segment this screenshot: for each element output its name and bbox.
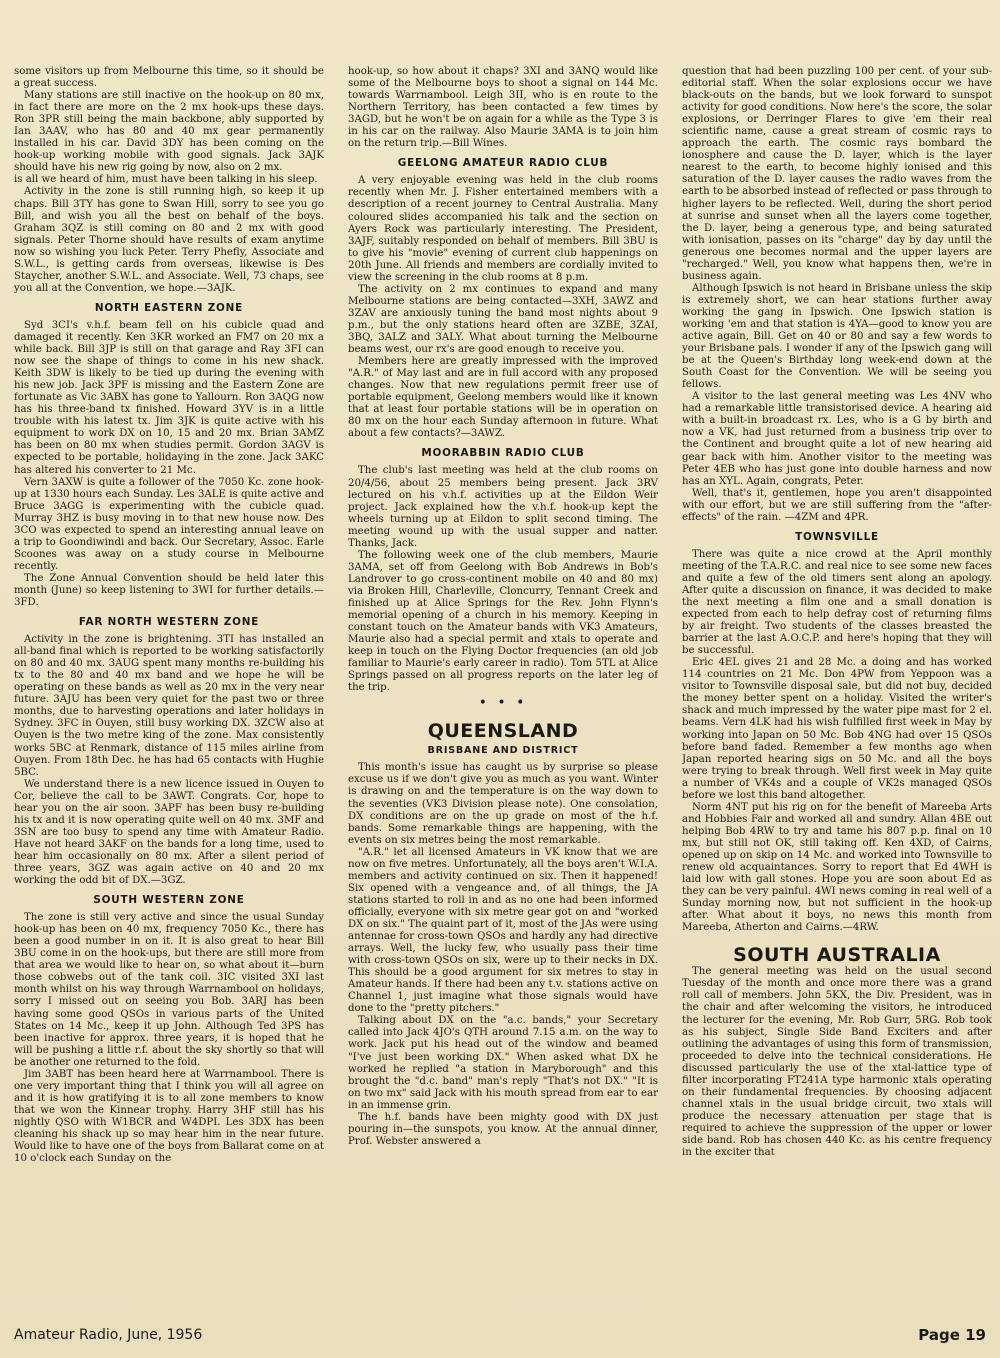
paragraph: The zone is still very active and since the usual Sunday hook-up has been on 40 mx, frequency 7050 Kc., there has been a good number in on it. It is also great to hear Bill 3BU come in on the hook-ups, but there are still more from that area we would like to hear on, so what about it—burn those cobwebs out of the tank coil. 3IC visited 3XI last month whilst on his way through Warrnambool on holidays, sorry I missed out on seeing you Bob. 3ARJ has been having some good QSOs in various parts of the United States on 14 Mc., keep it up John. Although Ted 3PS has been inactive for approx. three years, it is hoped that he will be pushing a little r.f. about the sky shortly so that will be another one returned to the fold. [14,912,324,1068]
paragraph: hook-up, so how about it chaps? 3XI and 3ANQ would like some of the Melbourne boys to shoot a signal on 144 Mc. towards Warrnambool. Leigh 3II, who is en route to the Northern Territory, has been contacted a few times by 3AGD, but he won't be on again for a while as the Type 3 is in his car on the railway. Also Maurie 3AMA is to join him on the return trip.—Bill Wines. [348,66,658,150]
page-number: Page 19 [918,1326,986,1344]
region-heading-queensland: QUEENSLAND [427,720,579,743]
paragraph: Eric 4EL gives 21 and 28 Mc. a doing and has worked 114 countries on 21 Mc. Don 4PW from Yeppoon was a visitor to Townsville disposal sale, but did not buy, decided the money better spent on a holiday. Visited the writer's shack and much impressed by the water pipe mast for 2 el. beams. Vern 4LK had his wish fulfilled first week in May by working into Japan on 50 Mc. Bob 4NG had over 15 QSOs before band faded. Remember a few months ago when Japan reported hearing sigs on 50 Mc. and all the boys were trying to break through. Well first week in May quite a number of VK4s and a couple of VK2s managed QSOs before we lost this band altogether. [682,657,992,801]
paragraph: question that had been puzzling 100 per cent. of your sub-editorial staff. When the solar explosions occur we have black-outs on the bands, but we look forward to sunspot activity for good conditions. Now here's the score, the solar explosions, or Derringer Flares to give 'em their real scientific name, cause a great stream of cosmic rays to approach the earth. The cosmic rays bombard the ionosphere and cause the D. layer, which is the layer nearest to the earth, to become highly ionised and this saturation of the D. layer causes the radio waves from the earth to be absorbed instead of reflected or pass through to higher layers to be reflected. Well, during the short period at sunrise and sunset when all the layers come together, the D. layer, being a generous type, and being saturated with ionisation, passes on its "charge" day by day until the generous one becomes normal and the upper layers are "recharged." Well, you know what happens then, we're in business again. [682,66,992,282]
paragraph: "A.R." let all licensed Amateurs in VK know that we are now on five metres. Unfortunately, all the boys aren't W.I.A. members and activity continued on six. Then it happened! Six opened with a vengeance and, of all things, the JA stations started to roll in and as no one had been informed officially, everyone with six metre gear got on and "worked DX on six." The quaint part of it, most of the JAs were using antennae for cross-town QSOs and hardly any had directive arrays. Well, the lucky few, who usually pass their time with cross-town QSOs on six, were up to their necks in DX. This should be a good argument for six metres to stay in Amateur hands. If there had been any t.v. stations active on Channel 1, just imagine what those signals would have done to the "pretty pitchers." [348,846,658,1015]
paragraph: Jim 3ABT has been heard here at Warrnambool. There is one very important thing that I think you will all agree on and it is how gratifying it is to all zone members to know that we won the Kinnear trophy. Harry 3HF still has his nightly QSO with W1BCR and W4DPI. Les 3DX has been cleaning his shack up so may hear him in the near future. Would like to have one of the boys from Ballarat come on at 10 o'clock each Sunday on the [14,1068,324,1165]
section-heading-brisbane-and-district: BRISBANE AND DISTRICT [427,745,579,757]
paragraph: The Zone Annual Convention should be held later this month (June) so keep listening to 3WI for further details.—3FD. [14,572,324,609]
region-heading-south-australia: SOUTH AUSTRALIA [733,944,941,967]
section-divider: • • • [478,695,528,712]
paragraph: Activity in the zone is brightening. 3TI has installed an all-band final which is reported to be working satisfactorily on 80 and 40 mx. 3AUG spent many months re-building his tx to the 80 and 40 mx band and we hope he will be operating on these bands as well as 20 mx in the very near future. 3AJU has been very quiet for the past two or three months, due to harvesting operations and later holidays in Sydney. 3FC in Ouyen, still busy working DX. 3ZCW also at Ouyen is the two metre king of the zone. Max consistently works 5BC at Renmark, distance of 115 miles airline from Ouyen. From 18th Dec. he has had 65 contacts with Hughie 5BC. [14,634,324,778]
paragraph: We understand there is a new licence issued in Ouyen to Cor, believe the call to be 3AWT. Congrats. Cor, hope to hear you on the air soon. 3APF has been busy re-building his tx and it is now operating quite well on 40 mx. 3MF and 3SN are too busy to spend any time with Amateur Radio. Have not heard 3AKF on the bands for a long time, used to hear him occasionally on 80 mx. After a silent period of three years, 3GZ was again active on 40 and 20 mx working the odd bit of DX.—3GZ. [14,778,324,887]
paragraph: This month's issue has caught us by surprise so please excuse us if we don't give you as much as you want. Winter is drawing on and the temperature is on the way down to the seventies (VK3 Division please note). One consolation, DX conditions are on the up grade on most of the h.f. bands. Some remarkable things are happening, with the events on six metres being the most remarkable. [348,762,658,846]
section-heading-townsville: TOWNSVILLE [795,530,879,543]
column-middle [348,66,658,1318]
section-heading-moorabbin-radio-club: MOORABBIN RADIO CLUB [421,447,585,460]
paragraph: The h.f. bands have been mighty good with DX just pouring in—the sunspots, you know. At the annual dinner, Prof. Webster answered a [348,1111,658,1147]
paragraph: The following week one of the club members, Maurie 3AMA, set off from Geelong with Bob Andrews in Bob's Landrover to go cross-continent mobile on 40 and 80 mx) via Broken Hill, Charleville, Cloncurry, Tennant Creek and finished up at Alice Springs for the Rev. John Flynn's memorial opening of a church in his memory. Keeping in constant touch on the Amateur bands with VK3 Amateurs, Maurie also had a special permit and xtals to operate and keep in touch on the Flying Doctor frequencies (an old job familiar to Maurie's early career in radio). Tom 5TL at Alice Springs passed on all progress reports on the later leg of the trip. [348,549,658,694]
section-heading-south-western-zone: SOUTH WESTERN ZONE [93,894,245,907]
column-left [14,66,324,1318]
paragraph: Talking about DX on the "a.c. bands," your Secretary called into Jack 4JO's QTH around 7.15 a.m. on the way to work. Jack put his head out of the window and beamed "I've just been working DX." When asked what DX he worked he replied "a station in Maryborough" and this brought the "d.c. band" man's reply "That's not DX." "It is on two mx" said Jack with his mouth spread from ear to ear in an immense grin. [348,1015,658,1111]
paragraph: some visitors up from Melbourne this time, so it should be a great success. [14,66,324,90]
paragraph: Members here are greatly impressed with the improved "A.R." of May last and are in full accord with any proposed changes. Now that new regulations permit freer use of portable equipment, Geelong members would like it known that at least four portable stations will be in operation on 80 mx on the hour each Sunday afternoon in future. What about a few contacts?—3AWZ. [348,356,658,440]
section-heading-north-eastern-zone: NORTH EASTERN ZONE [94,301,244,314]
paragraph: Vern 3AXW is quite a follower of the 7050 Kc. zone hook-up at 1330 hours each Sunday. Les 3ALE is quite active and Bruce 3AGG is experimenting with the cubicle quad. Murray 3HZ is busy moving in to that new house now. Des 3CO was expected to spend an interesting annual leave on a trip to Goondiwindi and back. Our Secretary, Assoc. Earle Scoones was away on a study course in Melbourne recently. [14,476,324,572]
paragraph: Activity in the zone is still running high, so keep it up chaps. Bill 3TY has gone to Swan Hill, sorry to see you go Bill, and wish you all the best on behalf of the boys. Graham 3QZ is still coming on 80 and 2 mx with good signals. Peter Thorne should have results of exam anytime now so wishing you luck Peter. Terry Phefly, Associate and S.W.L., is getting cards from overseas, likewise is Des Staycher, another S.W.L. and Associate. Well, 73 chaps, see you all at the Convention, we hope.—3AJK. [14,186,324,294]
column-right [682,66,992,1318]
paragraph: Although Ipswich is not heard in Brisbane unless the skip is extremely short, we can hear stations further away working the gang in Ipswich. One Ipswich station is working 'em and that station is 4YA—good to know you are active again, Bill. Get on 40 or 80 and say a few words to your Brisbane pals. I wonder if any of the Ipswich gang will be at the Queen's Birthday long week-end down at the South Coast for the Convention. We will be seeing you fellows. [682,282,992,391]
paragraph: is all we heard of him, must have been talking in his sleep. [14,174,318,186]
paragraph: The club's last meeting was held at the club rooms on 20/4/56, about 25 members being present. Jack 3RV lectured on his v.h.f. activities up at the Eildon Weir project. Jack explained how the v.h.f. hook-up kept the wheels turning up at Eildon to split second timing. The meeting wound up with the usual supper and natter. Thanks, Jack. [348,465,658,549]
paragraph: Well, that's it, gentlemen, hope you aren't disappointed with our effort, but we are still suffering from the "after-effects" of the rain. —4ZM and 4PR. [682,487,992,523]
paragraph: The activity on 2 mx continues to expand and many Melbourne stations are being contacted—3XH, 3AWZ and 3ZAV are anxiously tuning the band most nights about 9 p.m., but the only stations heard often are 3ZBE, 3ZAI, 3BQ, 3ALZ and 3ALY. What about turning the Melbourne beams west, our rx's are good enough to receive you. [348,283,658,356]
paragraph: The general meeting was held on the usual second Tuesday of the month and once more there was a grand roll call of members. John 5KX, the Div. President, was in the chair and after welcoming the visitors, he introduced the lecturer for the evening, Mr. Rob Gurr, 5RG. Rob took as his subject, Single Side Band Exciters and after outlining the advantages of using this form of transmission, proceeded to delve into the technical considerations. He discussed particularly the use of the xtal-lattice type of filter incorporating FT241A type harmonic xtals operating on their fundamental frequencies. By choosing adjacent channel xtals in the usual bridge circuit, two xtals will produce the necessary attenuation per stage that is required to achieve the suppression of the upper or lower side band. Rob has chosen 440 Kc. as his centre frequency in the exciter that [682,966,992,1159]
paragraph: A visitor to the last general meeting was Les 4NV who had a remarkable little transistorised device. A hearing aid with a built-in broadcast rx. Les, who is a G by birth and now a VK, had just returned from a business trip over to the Continent and brought quite a lot of new hearing aid gear back with him. Another visitor to the meeting was Peter 4EB who has just gone into double harness and now has an XYL. Again, congrats, Peter. [682,391,992,487]
paragraph: A very enjoyable evening was held in the club rooms recently when Mr. J. Fisher entertained members with a description of a recent journey to Central Australia. Many coloured slides accompanied his talk and the section on Ayers Rock was particularly interesting. The President, 3AJF, suitably responded on behalf of members. Bill 3BU is to give his "movie" evening of current club happenings on 20th June. All friends and members are cordially invited to view the screening in the club rooms at 8 p.m. [348,175,658,283]
paragraph: Many stations are still inactive on the hook-up on 80 mx, in fact there are more on the 2 mx hook-ups these days. Ron 3PR still being the main backbone, ably supported by Ian 3AAV, who has 80 and 40 mx gear permanently installed in his car. David 3DY has been coming on the hook-up working mobile with good signals. Jack 3AJK should have his new rig going by now, also on 2 mx. [14,90,324,174]
publication-footer: Amateur Radio, June, 1956 [14,1327,203,1343]
section-heading-far-north-western-zone: FAR NORTH WESTERN ZONE [78,616,260,629]
paragraph: There was quite a nice crowd at the April monthly meeting of the T.A.R.C. and real nice to see some new faces and quite a few of the old timers sent along an apology. After quite a discussion on finance, it was decided to make the next meeting a film one and a small donation is expected from each to help defray cost of returning films by air freight. Two students of the classes breasted the barrier at the last A.O.C.P. and here's hoping that they will be successful. [682,548,992,657]
section-heading-geelong-amateur-radio-club: GEELONG AMATEUR RADIO CLUB [397,157,609,170]
paragraph: Norm 4NT put his rig on for the benefit of Mareeba Arts and Hobbies Fair and worked all and sundry. Allan 4BE out helping Bob 4RW to try and tame his 807 p.p. final on 10 mx, but still not OK, still taking off. Ken 4XD, of Cairns, opened up on skip on 14 Mc. and worked into Townsville to renew old acquaintances. Sorry to report that Ed 4WH is laid low with gall stones. Hope you are soon about Ed as they can be very painful. 4WI news coming in real well of a Sunday morning now, but not sufficient in the hook-up after. What about it boys, no news this month from Mareeba, Atherton and Cairns.—4RW. [682,801,992,934]
paragraph: Syd 3CI's v.h.f. beam fell on his cubicle quad and damaged it recently. Ken 3KR worked an FM7 on 20 mx a while back. Bill 3JP is still on that garage and Ray 3FI can now see the shape of things to come in his new shack. Keith 3DW is likely to be tied up during the evening with his new job. Jack 3PF is missing and the Eastern Zone are fortunate as Vic 3ABX has gone to Yallourn. Ron 3AQG now has his three-band tx finished. Howard 3YV is in a little trouble with his latest tx. Jim 3JK is quite active with his equipment to work DX on 10, 15 and 20 mx. Brian 3AMZ has been on 80 mx when studies permit. Gordon 3AGV is expected to be portable, holidaying in the zone. Jack 3AKC has altered his converter to 21 Mc. [14,319,324,476]
